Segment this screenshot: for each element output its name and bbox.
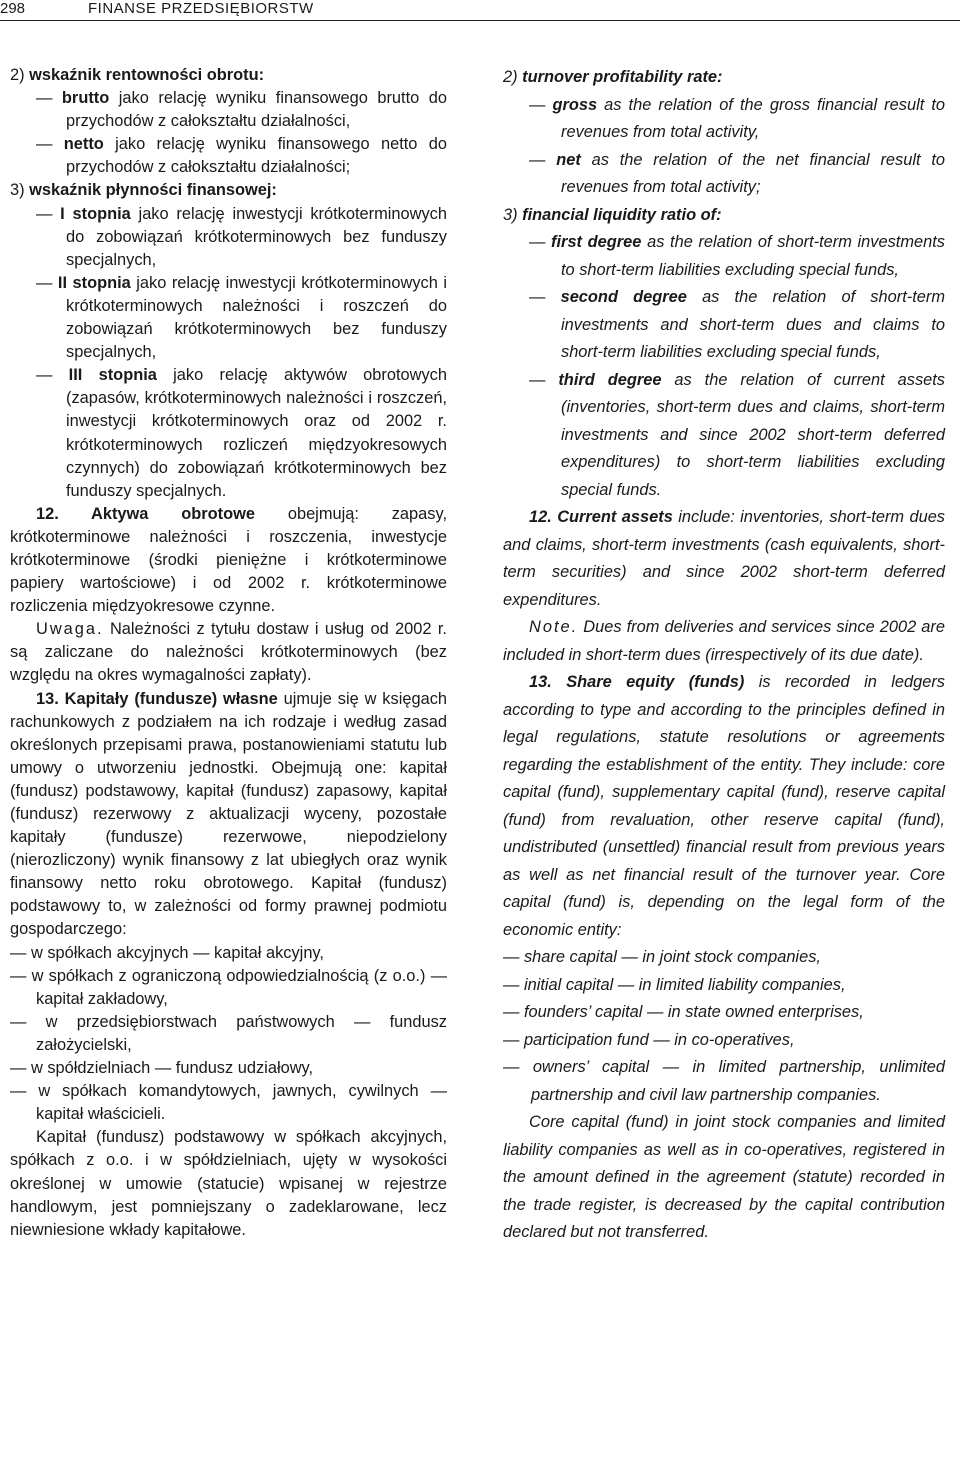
item-2-heading: 2) turnover profitability rate: (503, 68, 723, 86)
uwaga-note: Uwaga. Należności z tytułu dostaw i usług od 2002 r. są zaliczane do należności krótkoterminowych (bez względu na okres wymagalności zapłaty). (10, 620, 447, 685)
running-title: FINANSE PRZEDSIĘBIORSTW (88, 0, 314, 17)
right-column-english (503, 64, 945, 1247)
paragraph-12: 12. Current assets include: inventories, short-term dues and claims, short-term investments (cash equivalents, short-term securities) and since 2002 short-term deferred expenditures. (503, 508, 945, 609)
item-2-heading: 2) wskaźnik rentowności obrotu: (10, 66, 265, 84)
list-item: — w spółkach akcyjnych — kapitał akcyjny, (10, 943, 324, 962)
list-item: — founders’ capital — in state owned enterprises, (503, 1003, 864, 1021)
item-3-heading: 3) financial liquidity ratio of: (503, 205, 722, 224)
paragraph-12: 12. Aktywa obrotowe obejmują: zapasy, krótkoterminowe należności i roszczenia, inwestycje krótkoterminowe (środki pieniężne i krótkoterminowe papiery wartościowe) i od 2002 r. krótkoterminowe rozliczenia międzyokresowe czynne. (10, 504, 448, 616)
left-column-polish (10, 64, 447, 1242)
list-item: — w spółdzielniach — fundusz udziałowy, (10, 1059, 314, 1078)
gross-item: — gross as the relation of the gross financial result to revenues from total activity, (529, 95, 945, 141)
third-degree-item: — third degree as the relation of current assets (inventories, short-term dues and claims, short-term investments and since 2002 short-term deferred expenditures) to short-term liabilities excluding special funds. (529, 370, 946, 499)
list-item: — share capital — in joint stock companies, (503, 948, 821, 966)
brutto-item: — brutto jako relację wyniku finansowego brutto do przychodów z całokształtu działalności, (36, 89, 447, 131)
stopnia-1-item: — I stopnia jako relację inwestycji krótkoterminowych do zobowiązań krótkoterminowych bez funduszy specjalnych, (36, 204, 447, 269)
list-item: — w spółkach z ograniczoną odpowiedzialnością (z o.o.) — kapitał zakładowy, (10, 966, 447, 1008)
list-item: — owners’ capital — in limited partnership, unlimited partnership and civil law partnership companies. (503, 1058, 945, 1104)
second-degree-item: — second degree as the relation of short-term investments and short-term dues and claims to short-term liabilities excluding special funds, (529, 288, 945, 361)
page-number: 298 (0, 0, 26, 17)
net-item: — net as the relation of the net financial result to revenues from total activity; (529, 150, 945, 196)
page-header (0, 0, 960, 34)
list-item: — w przedsiębiorstwach państwowych — fundusz założycielski, (10, 1012, 447, 1054)
list-item: — initial capital — in limited liability companies, (503, 975, 846, 994)
paragraph-13: 13. Share equity (funds) is recorded in ledgers according to type and according to the principles defined in legal regulations, statute resolutions or agreements regarding the establishment of the entity. They include: core capital (fund), supplementary capital (fund), reserve capital (fund) from revaluation, other reserve capital (fund), undistributed (unsettled) financial result from previous years as well as net financial result of the turnover year. Core capital (fund) is, depending on the legal form of the economic entity: (503, 673, 945, 939)
closing-paragraph: Core capital (fund) in joint stock companies and limited liability companies as well as in co-operatives, registered in the amount defined in the agreement (statute) recorded in the trade register, is decreased by the capital contribution declared but not transferred. (503, 1113, 945, 1241)
paragraph-13: 13. Kapitały (fundusze) własne ujmuje się w księgach rachunkowych z podziałem na ich rodzaje i według zasad określonych przepisami prawa, postanowieniami statutu lub umowy o utworzeniu jednostki. Obejmują one: kapitał (fundusz) podstawowy, kapitał (fundusz) zapasowy, kapitał (fundusz) rezerwowy z aktualizacji wyceny, pozostałe kapitały (fundusze) rezerwowe, niepodzielony (nierozliczony) wynik finansowy z lat ubiegłych oraz wynik finansowy netto roku obrotowego. Kapitał (fundusz) podstawowy to, w zależności od formy prawnej podmiotu gospodarczego: (10, 689, 448, 939)
netto-item: — netto jako relację wyniku finansowego netto do przychodów z całokształtu działalności; (36, 135, 447, 177)
note: Note. Dues from deliveries and services since 2002 are included in short-term dues (irrespectively of its due date). (503, 618, 945, 664)
list-item: — participation fund — in co-operatives, (503, 1030, 795, 1049)
item-3-heading: 3) wskaźnik płynności finansowej: (10, 181, 277, 200)
header-rule (0, 20, 960, 21)
first-degree-item: — first degree as the relation of short-term investments to short-term liabilities excluding special funds, (529, 233, 945, 279)
closing-paragraph: Kapitał (fundusz) podstawowy w spółkach akcyjnych, spółkach z o.o. i w spółdzielniach, ujęty w wysokości określonej w umowie (statucie) wpisanej w rejestrze handlowym, jest pomniejszany o zadeklarowane, lecz niewniesione wkłady kapitałowe. (10, 1128, 447, 1239)
stopnia-3-item: — III stopnia jako relację aktywów obrotowych (zapasów, krótkoterminowych należności i roszczeń, inwestycji krótkoterminowych oraz od 2002 r. krótkoterminowych rozliczeń międzyokresowych czynnych) do zobowiązań krótkoterminowych bez funduszy specjalnych. (36, 366, 447, 500)
stopnia-2-item: — II stopnia jako relację inwestycji krótkoterminowych i krótkoterminowych należności i roszczeń do zobowiązań krótkoterminowych bez funduszy specjalnych, (36, 273, 447, 362)
list-item: — w spółkach komandytowych, jawnych, cywilnych — kapitał właścicieli. (10, 1082, 447, 1124)
